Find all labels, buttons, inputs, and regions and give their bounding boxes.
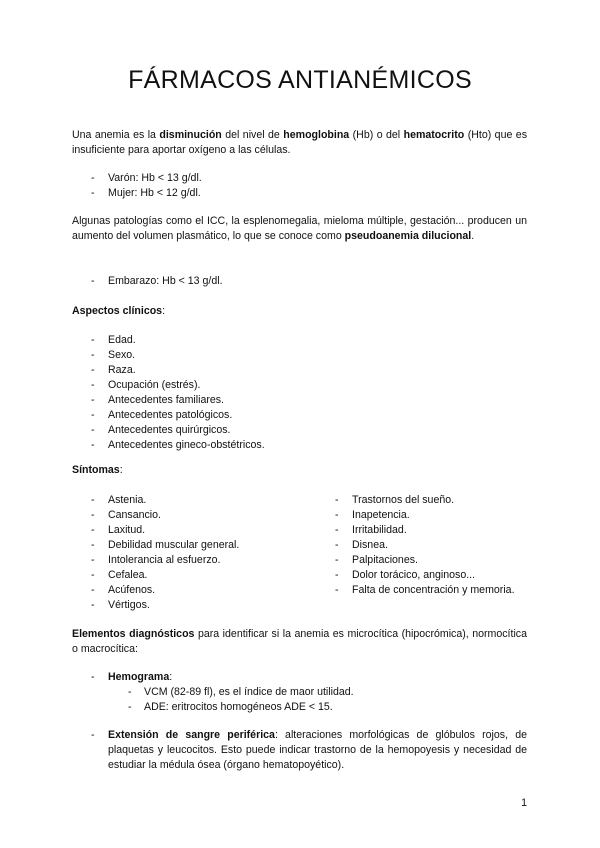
list-item-text: Inapetencia. (352, 509, 410, 521)
hemograma-item (72, 670, 527, 685)
bullet-dash: - (335, 494, 339, 506)
bullet-dash: - (91, 409, 95, 421)
list-item (72, 408, 527, 423)
list-item-text: Dolor torácico, anginoso... (352, 569, 476, 581)
bullet-dash: - (91, 424, 95, 436)
intro-text-4: (Hto) que es insuficiente para aportar oxígeno a las células. (72, 129, 527, 156)
bullet-dash: - (335, 539, 339, 551)
list-item (72, 568, 302, 583)
list-item (72, 700, 527, 715)
bullet-dash: - (91, 349, 95, 361)
diagnostic-bold-label: Elementos diagnósticos (72, 628, 195, 640)
intro-bold-hemoglobina: hemoglobina (283, 129, 350, 141)
extension-section (72, 728, 527, 773)
list-item (316, 553, 546, 568)
symptoms-heading (72, 463, 527, 478)
pregnancy-list-wrap (72, 274, 527, 289)
list-item-text: Vértigos. (108, 599, 150, 611)
list-item-text: Astenia. (108, 494, 147, 506)
bullet-dash: - (91, 439, 95, 451)
bullet-dash: - (335, 509, 339, 521)
list-item (72, 438, 527, 453)
bullet-dash: - (91, 509, 95, 521)
list-item-text: Cansancio. (108, 509, 161, 521)
list-item-text: Debilidad muscular general. (108, 539, 240, 551)
list-item (72, 598, 302, 613)
bullet-dash: - (335, 524, 339, 536)
diagnostic-paragraph (72, 627, 527, 657)
list-item (72, 493, 302, 508)
bullet-dash: - (91, 334, 95, 346)
symptoms-heading-label: Síntomas (72, 464, 120, 476)
page-title: FÁRMACOS ANTIANÉMICOS (128, 66, 472, 94)
list-item-text: Embarazo: Hb < 13 g/dl. (108, 275, 223, 287)
list-item (72, 274, 527, 289)
bullet-dash: - (91, 364, 95, 376)
list-item-text: Antecedentes quirúrgicos. (108, 424, 231, 436)
list-item (72, 333, 527, 348)
intro-text-1: Una anemia es la (72, 129, 160, 141)
hb-values-list (72, 171, 527, 201)
bullet-dash: - (128, 686, 132, 698)
clinical-list-wrap (72, 333, 527, 453)
bullet-dash: - (91, 554, 95, 566)
bullet-dash: - (91, 524, 95, 536)
symptoms-heading-colon: : (119, 464, 123, 476)
hemograma-sublist (72, 685, 527, 715)
intro-text-2: del nivel de (221, 129, 284, 141)
list-item (316, 523, 546, 538)
list-item-text: Ocupación (estrés). (108, 379, 201, 391)
page-number: 1 (521, 797, 527, 809)
symptoms-right-list (316, 493, 546, 598)
hemograma-label: Hemograma (108, 671, 170, 683)
extension-item (72, 728, 527, 773)
bullet-dash: - (91, 584, 95, 596)
hemograma-section (72, 670, 527, 715)
list-item (72, 186, 527, 201)
list-item (72, 583, 302, 598)
intro-text-3: (Hb) o del (349, 129, 404, 141)
list-item-text: Edad. (108, 334, 136, 346)
list-item (72, 171, 527, 186)
diagnostic-text: para identificar si la anemia es microcítica (hipocrómica), normocítica o macrocítica: (72, 628, 527, 655)
list-item-text: Antecedentes gineco-obstétricos. (108, 439, 265, 451)
list-item-text: Disnea. (352, 539, 388, 551)
symptoms-left-column (72, 493, 302, 613)
clinical-list (72, 333, 527, 453)
list-item (72, 685, 527, 700)
bullet-dash: - (335, 569, 339, 581)
extension-dash: - (91, 729, 95, 741)
bullet-dash: - (335, 584, 339, 596)
bullet-dash: - (128, 701, 132, 713)
bullet-dash: - (335, 554, 339, 566)
list-item-text: Varón: Hb < 13 g/dl. (108, 172, 202, 184)
bullet-dash: - (91, 172, 95, 184)
symptoms-columns (72, 493, 527, 618)
bullet-dash: - (91, 394, 95, 406)
list-item (316, 583, 546, 598)
intro-bold-hematocrito: hematocrito (403, 129, 465, 141)
list-item (72, 378, 527, 393)
clinical-heading (72, 304, 527, 319)
list-item-text: Sexo. (108, 349, 136, 361)
list-item (72, 523, 302, 538)
intro-bold-disminucion: disminución (159, 129, 222, 141)
hemograma-dash: - (91, 671, 95, 683)
list-item-text: Palpitaciones. (352, 554, 418, 566)
list-item-text: Laxitud. (108, 524, 146, 536)
symptoms-left-list (72, 493, 302, 613)
list-item-text: Falta de concentración y memoria. (352, 584, 515, 596)
list-item-text: ADE: eritrocitos homogéneos ADE < 15. (144, 701, 333, 713)
list-item-text: Acúfenos. (108, 584, 156, 596)
pregnancy-list (72, 274, 527, 289)
list-item-text: Irritabilidad. (352, 524, 407, 536)
list-item (316, 508, 546, 523)
bullet-dash: - (91, 379, 95, 391)
bullet-dash: - (91, 275, 95, 287)
bullet-dash: - (91, 539, 95, 551)
extension-label: Extensión de sangre periférica (108, 729, 275, 741)
bullet-dash: - (91, 187, 95, 199)
list-item-text: Cefalea. (108, 569, 148, 581)
list-item-text: Mujer: Hb < 12 g/dl. (108, 187, 201, 199)
bullet-dash: - (91, 599, 95, 611)
list-item (72, 363, 527, 378)
list-item (72, 508, 302, 523)
list-item-text: Antecedentes patológicos. (108, 409, 233, 421)
bullet-dash: - (91, 569, 95, 581)
extension-text: : alteraciones morfológicas de glóbulos rojos, de plaquetas y leucocitos. Esto puede indicar trastorno de la hemopoyesis y necesidad de estudiar la médula ósea (órgano hematopoyético). (108, 729, 527, 771)
pseudoanemia-paragraph (72, 214, 527, 244)
list-item (316, 493, 546, 508)
list-item (316, 538, 546, 553)
list-item (72, 553, 302, 568)
pseudo-text-2: . (471, 230, 475, 242)
hb-values-list-wrap (72, 171, 527, 201)
intro-paragraph (72, 128, 527, 158)
list-item-text: VCM (82-89 fl), es el índice de maor utilidad. (144, 686, 354, 698)
pseudo-bold-term: pseudoanemia dilucional (344, 230, 472, 242)
list-item-text: Intolerancia al esfuerzo. (108, 554, 221, 566)
list-item (316, 568, 546, 583)
symptoms-right-column (316, 493, 546, 598)
list-item (72, 348, 527, 363)
pseudo-text-1: Algunas patologías como el ICC, la esplenomegalia, mieloma múltiple, gestación... producen un aumento del volumen plasmático, lo que se conoce como (72, 215, 527, 242)
list-item (72, 423, 527, 438)
clinical-heading-colon: : (162, 305, 166, 317)
list-item-text: Trastornos del sueño. (352, 494, 455, 506)
bullet-dash: - (91, 494, 95, 506)
list-item-text: Raza. (108, 364, 136, 376)
list-item (72, 393, 527, 408)
list-item (72, 538, 302, 553)
list-item-text: Antecedentes familiares. (108, 394, 225, 406)
clinical-heading-label: Aspectos clínicos (72, 305, 163, 317)
hemograma-colon: : (169, 671, 173, 683)
